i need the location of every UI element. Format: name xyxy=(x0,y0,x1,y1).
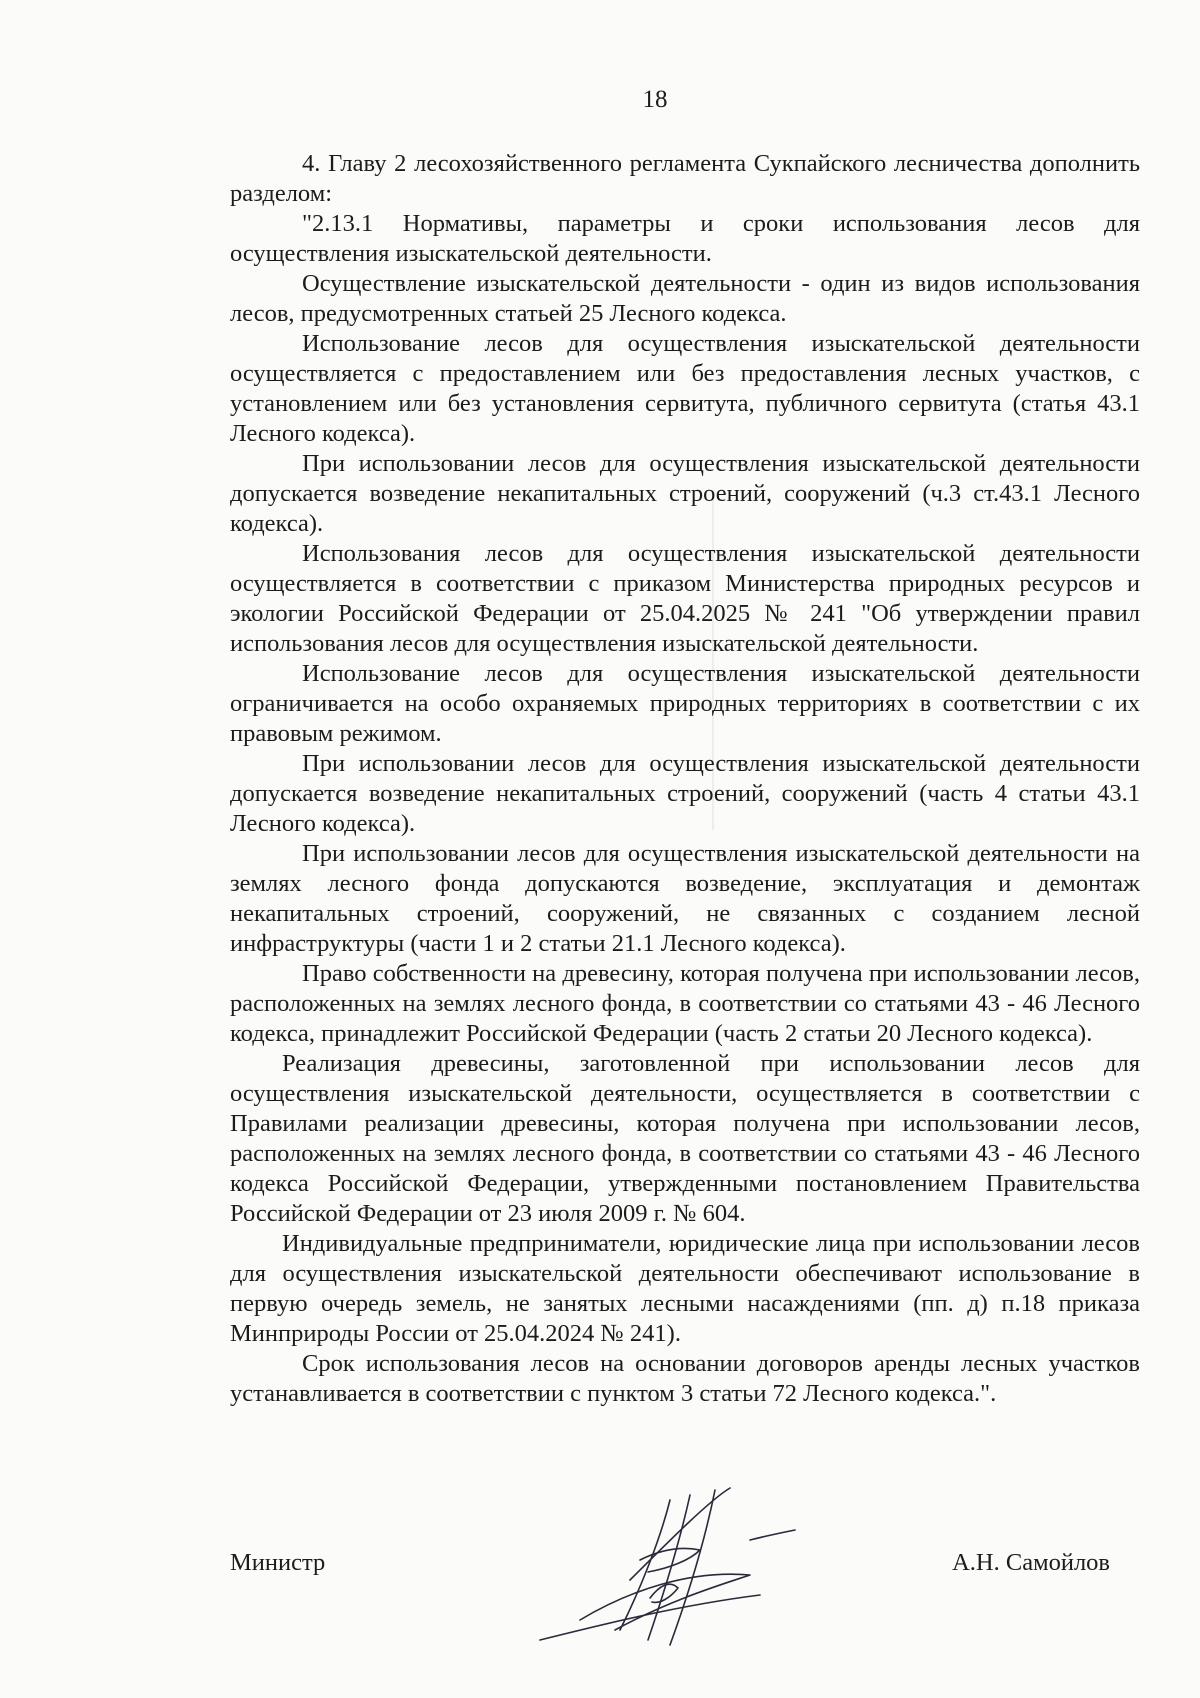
page-number: 18 xyxy=(642,86,668,113)
signature-block xyxy=(230,1549,1110,1589)
paragraph-12: Индивидуальные предприниматели, юридические лица при использовании лесов для осуществления изыскательской деятельности обеспечивают использование в первую очередь земель, не занятых лесными насаждениями (пп. д) п.18 приказа Минприроды России от 25.04.2024 № 241). xyxy=(230,1230,1140,1347)
paragraph-1: 4. Главу 2 лесохозяйственного регламента Сукпайского лесничества дополнить разделом: xyxy=(230,150,1140,207)
paragraph-5: При использовании лесов для осуществления изыскательской деятельности допускается возведение некапитальных строений, сооружений (ч.3 ст.43.1 Лесного кодекса). xyxy=(230,450,1140,537)
document-body xyxy=(230,149,1140,1409)
signatory-name: А.Н. Самойлов xyxy=(952,1549,1110,1576)
paragraph-6: Использования лесов для осуществления изыскательской деятельности осуществляется в соответствии с приказом Министерства природных ресурсов и экологии Российской Федерации от 25.04.2025 № 241 "Об утверждении правил использования лесов для осуществления изыскательской деятельности. xyxy=(230,540,1140,657)
signatory-title: Министр xyxy=(230,1549,326,1576)
paragraph-13: Срок использования лесов на основании договоров аренды лесных участков устанавливается в соответствии с пунктом 3 статьи 72 Лесного кодекса.". xyxy=(230,1350,1140,1407)
paragraph-11: Реализация древесины, заготовленной при использовании лесов для осуществления изыскательской деятельности, осуществляется в соответствии с Правилами реализации древесины, которая получена при использовании лесов, расположенных на землях лесного фонда, в соответствии со статьями 43 - 46 Лесного кодекса Российской Федерации, утвержденными постановлением Правительства Российской Федерации от 23 июля 2009 г. № 604. xyxy=(230,1050,1140,1227)
paragraph-10: Право собственности на древесину, которая получена при использовании лесов, расположенных на землях лесного фонда, в соответствии со статьями 43 - 46 Лесного кодекса, принадлежит Российской Федерации (часть 2 статьи 20 Лесного кодекса). xyxy=(230,960,1140,1047)
paragraph-3: Осуществление изыскательской деятельности - один из видов использования лесов, предусмотренных статьей 25 Лесного кодекса. xyxy=(230,270,1140,327)
paragraph-2: "2.13.1 Нормативы, параметры и сроки использования лесов для осуществления изыскательской деятельности. xyxy=(230,210,1140,267)
paragraph-9: При использовании лесов для осуществления изыскательской деятельности на землях лесного фонда допускаются возведение, эксплуатация и демонтаж некапитальных строений, сооружений, не связанных с созданием лесной инфраструктуры (части 1 и 2 статьи 21.1 Лесного кодекса). xyxy=(230,840,1140,957)
paragraph-7: Использование лесов для осуществления изыскательской деятельности ограничивается на особо охраняемых природных территориях в соответствии с их правовым режимом. xyxy=(230,660,1140,747)
paragraph-8: При использовании лесов для осуществления изыскательской деятельности допускается возведение некапитальных строений, сооружений (часть 4 статьи 43.1 Лесного кодекса). xyxy=(230,750,1140,837)
paragraph-4: Использование лесов для осуществления изыскательской деятельности осуществляется с предоставлением или без предоставления лесных участков, с установлением или без установления сервитута, публичного сервитута (статья 43.1 Лесного кодекса). xyxy=(230,330,1140,447)
